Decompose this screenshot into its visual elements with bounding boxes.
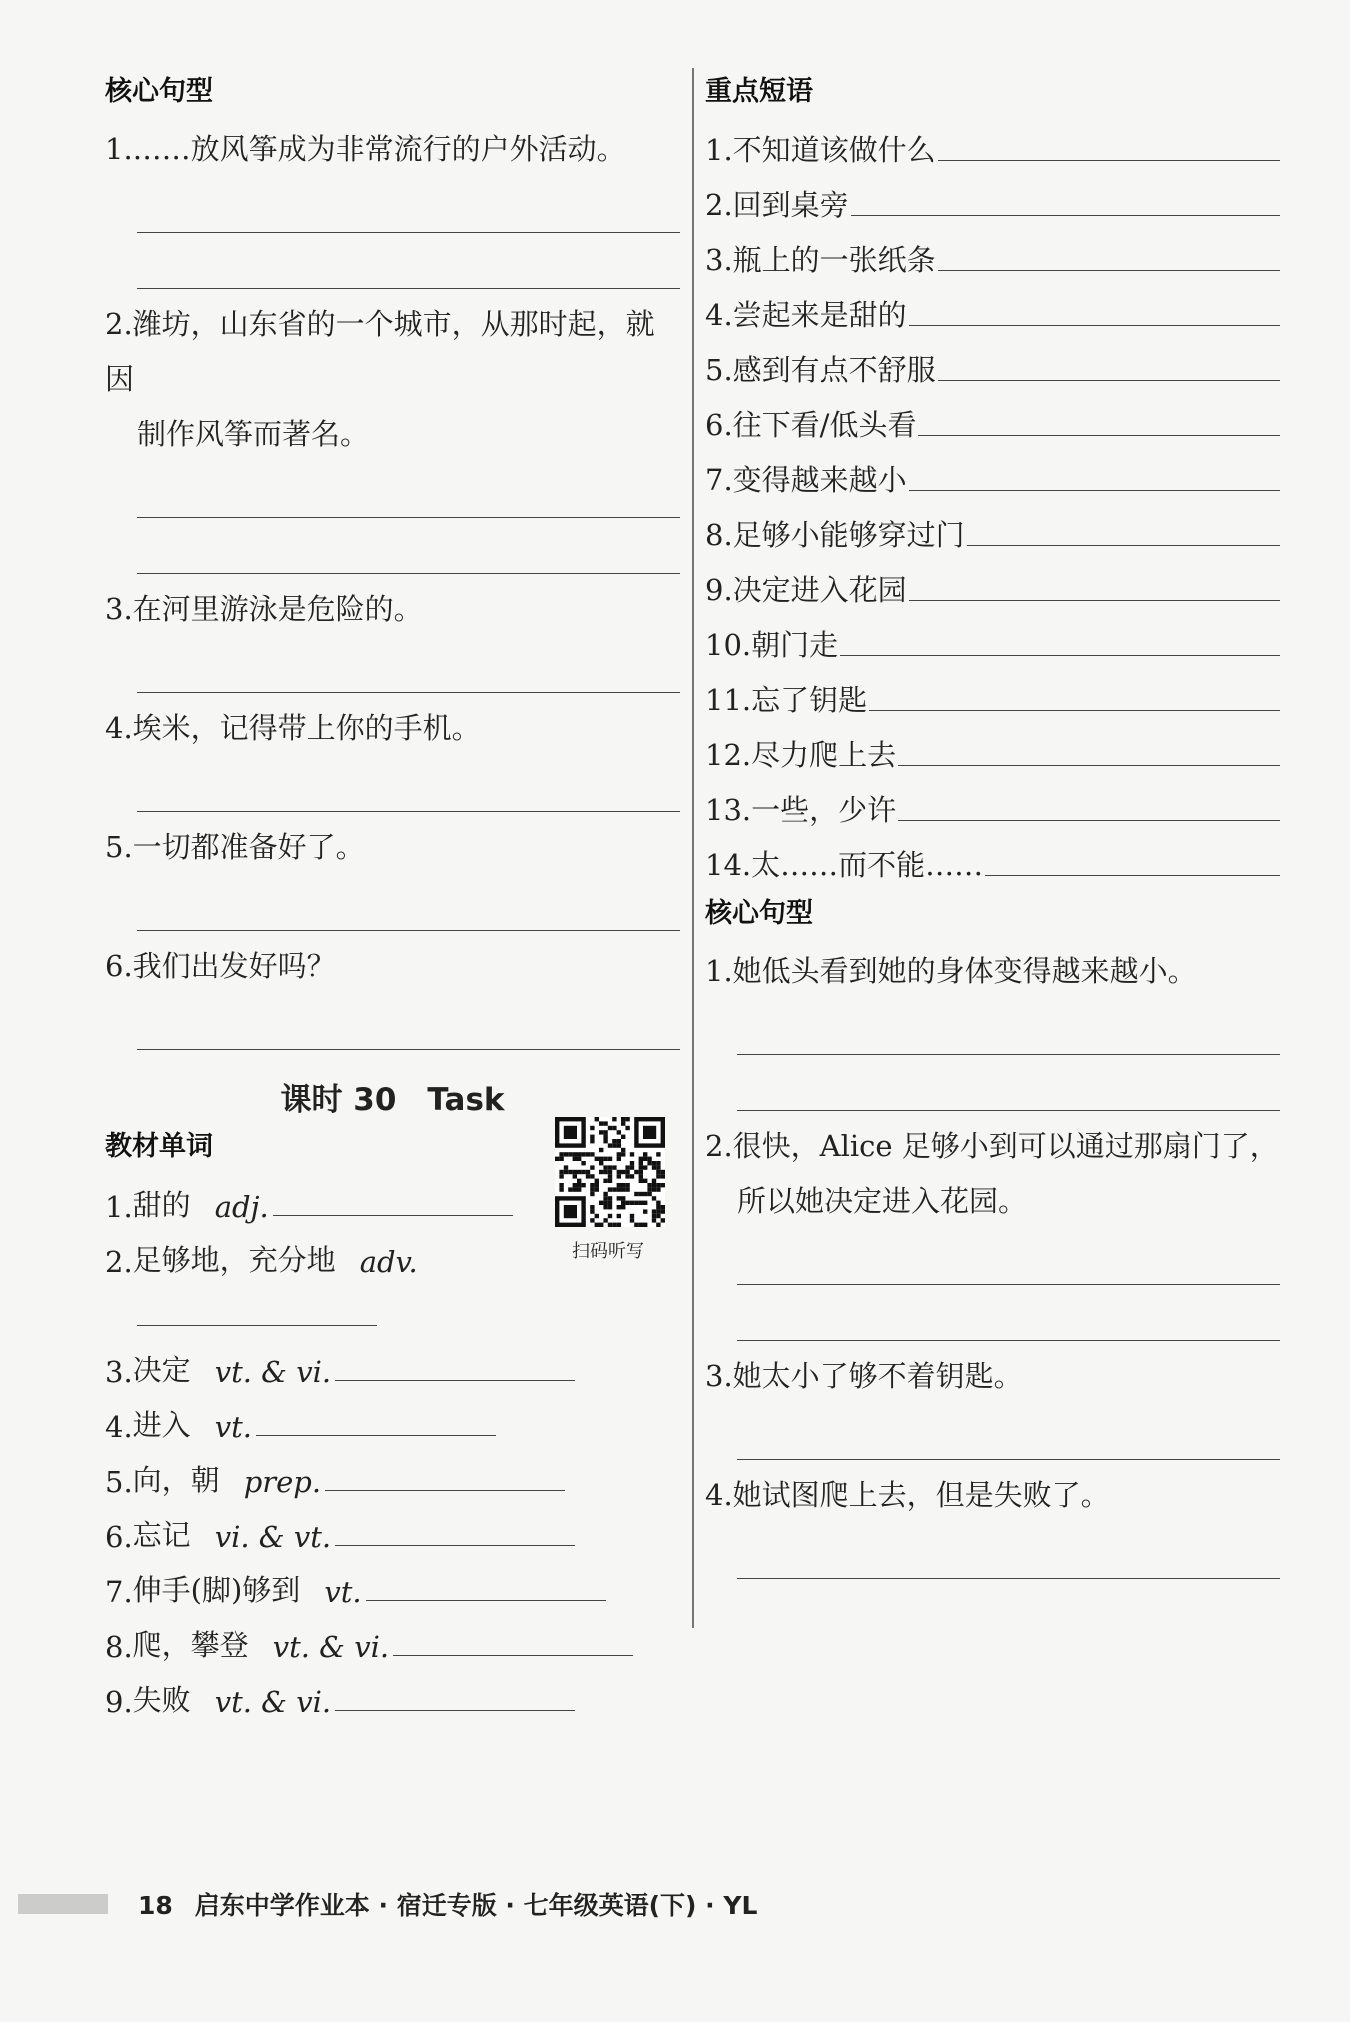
phrase-cn: 尝起来是甜的 — [732, 298, 907, 332]
phrase-cn: 太……而不能…… — [751, 848, 984, 882]
answer-line — [737, 999, 1280, 1055]
phrase-text — [705, 843, 983, 884]
phrase-number: 4. — [705, 298, 733, 332]
word-cn: 向，朝 — [132, 1463, 220, 1497]
answer-line — [898, 820, 1280, 821]
word-item — [105, 1444, 680, 1499]
sentence-text-cont: 所以她决定进入花园。 — [737, 1184, 1028, 1218]
word-number: 8. — [105, 1630, 133, 1664]
word-pos: vt. — [214, 1410, 252, 1444]
answer-line — [137, 518, 680, 574]
phrase-cn: 不知道该做什么 — [732, 133, 936, 167]
word-cn: 决定 — [132, 1353, 191, 1387]
sentence-cn: 在河里游泳是危险的。 — [132, 592, 423, 626]
phrase-item — [705, 664, 1280, 719]
phrase-number: 13. — [705, 793, 752, 827]
phrase-cn: 足够小能够穿过门 — [732, 518, 965, 552]
sentence-number: 2. — [705, 1129, 733, 1163]
answer-line — [918, 435, 1280, 436]
answer-line — [737, 1404, 1280, 1460]
sentence-text — [105, 939, 680, 994]
answer-line — [137, 994, 680, 1050]
phrase-list — [705, 114, 1280, 884]
phrase-text — [705, 733, 896, 774]
sentence-item — [705, 1349, 1280, 1460]
phrase-text — [705, 678, 867, 719]
phrase-cn: 一些，少许 — [751, 793, 897, 827]
phrase-item — [705, 829, 1280, 884]
phrase-number: 12. — [705, 738, 752, 772]
phrase-number: 8. — [705, 518, 733, 552]
word-pos: vt. & vi. — [214, 1685, 332, 1719]
sentence-cn: 她试图爬上去，但是失败了。 — [732, 1478, 1110, 1512]
right-core-sentences-heading: 核心句型 — [705, 898, 813, 929]
phrase-text — [705, 623, 838, 664]
phrase-item — [705, 334, 1280, 389]
phrase-text — [705, 513, 965, 554]
phrase-text — [705, 183, 849, 224]
phrase-item — [705, 774, 1280, 829]
sentence-text — [105, 582, 680, 637]
phrases-heading: 重点短语 — [705, 76, 813, 107]
answer-line — [273, 1215, 513, 1216]
sentence-cn: 埃米，记得带上你的手机。 — [132, 711, 481, 745]
phrase-cn: 变得越来越小 — [732, 463, 907, 497]
phrase-number: 2. — [705, 188, 733, 222]
sentence-text — [105, 297, 680, 407]
left-column — [105, 70, 680, 1719]
footer-bar — [18, 1894, 108, 1914]
phrase-number: 10. — [705, 628, 752, 662]
answer-line — [737, 1523, 1280, 1579]
answer-line — [985, 875, 1280, 876]
word-item-cont — [105, 1279, 680, 1334]
sentence-text — [705, 1468, 1280, 1523]
word-cn: 甜的 — [132, 1188, 191, 1222]
answer-line — [909, 490, 1280, 491]
answer-line — [737, 1055, 1280, 1111]
word-pos: prep. — [243, 1465, 322, 1499]
word-item — [105, 1609, 680, 1664]
sentence-number: 3. — [105, 592, 133, 626]
answer-line — [967, 545, 1280, 546]
phrase-item — [705, 719, 1280, 774]
phrase-number: 14. — [705, 848, 752, 882]
word-cn: 伸手(脚)够到 — [132, 1573, 301, 1607]
sentence-cn: 我们出发好吗？ — [132, 949, 336, 983]
sentence-item — [105, 582, 680, 693]
sentence-item — [105, 701, 680, 812]
answer-line — [737, 1229, 1280, 1285]
sentence-text — [705, 1349, 1280, 1404]
answer-line — [335, 1545, 575, 1546]
sentence-number: 1. — [105, 132, 133, 166]
sentence-text — [105, 820, 680, 875]
word-number: 7. — [105, 1575, 133, 1609]
phrase-item — [705, 444, 1280, 499]
sentence-text — [105, 122, 680, 177]
sentence-cn: 她太小了够不着钥匙。 — [732, 1359, 1023, 1393]
word-cn: 爬，攀登 — [132, 1628, 249, 1662]
sentence-item — [105, 939, 680, 1050]
word-cn: 失败 — [132, 1683, 191, 1717]
answer-line — [938, 160, 1280, 161]
qr-label: 扫码听写 — [572, 1241, 644, 1262]
core-sentences-heading: 核心句型 — [105, 76, 213, 107]
right-column — [705, 70, 1280, 1579]
word-number: 3. — [105, 1355, 133, 1389]
phrase-text — [705, 128, 936, 169]
word-number: 1. — [105, 1190, 133, 1224]
word-number: 2. — [105, 1245, 133, 1279]
phrase-cn: 尽力爬上去 — [751, 738, 897, 772]
word-number: 9. — [105, 1685, 133, 1719]
phrase-number: 3. — [705, 243, 733, 277]
phrase-text — [705, 293, 907, 334]
sentence-number: 4. — [705, 1478, 733, 1512]
phrase-text — [705, 403, 916, 444]
phrase-item — [705, 169, 1280, 224]
answer-line — [909, 325, 1280, 326]
sentence-item — [705, 1468, 1280, 1579]
sentence-item — [105, 820, 680, 931]
sentence-cn: ……放风筝成为非常流行的户外活动。 — [132, 132, 626, 166]
book-title: 启东中学作业本 · 宿迁专版 · 七年级英语(下) · YL — [194, 1891, 758, 1920]
phrase-cn: 回到桌旁 — [732, 188, 849, 222]
sentence-item — [705, 944, 1280, 1111]
word-cn: 忘记 — [132, 1518, 191, 1552]
footer-text — [138, 1886, 757, 1922]
answer-line — [256, 1435, 496, 1436]
answer-line — [938, 380, 1280, 381]
sentence-cn: 潍坊，山东省的一个城市，从那时起，就因 — [105, 307, 655, 396]
phrase-cn: 往下看/低头看 — [732, 408, 917, 442]
sentence-number: 1. — [705, 954, 733, 988]
column-divider — [692, 68, 694, 1628]
answer-line — [137, 637, 680, 693]
qr-code-icon — [555, 1117, 665, 1227]
answer-line — [137, 233, 680, 289]
word-pos: vt. & vi. — [214, 1355, 332, 1389]
sentence-cn: 很快，Alice 足够小到可以通过那扇门了， — [732, 1129, 1279, 1163]
answer-line — [737, 1285, 1280, 1341]
phrase-item — [705, 389, 1280, 444]
word-number: 5. — [105, 1465, 133, 1499]
phrase-text — [705, 568, 907, 609]
word-item — [105, 1554, 680, 1609]
answer-line — [851, 215, 1280, 216]
answer-line — [335, 1710, 575, 1711]
word-pos: vt. — [324, 1575, 362, 1609]
answer-line — [137, 756, 680, 812]
page-footer — [0, 1880, 1350, 1928]
word-item — [105, 1499, 680, 1554]
phrase-number: 9. — [705, 573, 733, 607]
page-number: 18 — [138, 1891, 173, 1920]
sentence-number: 6. — [105, 949, 133, 983]
phrase-number: 5. — [705, 353, 733, 387]
sentence-text — [105, 701, 680, 756]
sentence-number: 4. — [105, 711, 133, 745]
phrase-item — [705, 114, 1280, 169]
phrase-text — [705, 348, 936, 389]
answer-line — [909, 600, 1280, 601]
sentence-number: 3. — [705, 1359, 733, 1393]
phrase-cn: 瓶上的一张纸条 — [732, 243, 936, 277]
phrase-item — [705, 609, 1280, 664]
phrase-item — [705, 279, 1280, 334]
phrase-number: 6. — [705, 408, 733, 442]
word-item — [105, 1664, 680, 1719]
answer-line — [898, 765, 1280, 766]
answer-line — [366, 1600, 606, 1601]
word-pos: vi. & vt. — [214, 1520, 332, 1554]
sentence-text-cont: 制作风筝而著名。 — [137, 417, 370, 451]
word-cn: 进入 — [132, 1408, 191, 1442]
answer-line — [335, 1380, 575, 1381]
phrase-number: 7. — [705, 463, 733, 497]
words-heading: 教材单词 — [105, 1131, 213, 1162]
answer-line — [325, 1490, 565, 1491]
sentence-item — [105, 297, 680, 574]
phrase-cn: 感到有点不舒服 — [732, 353, 936, 387]
word-number: 4. — [105, 1410, 133, 1444]
sentence-cn: 一切都准备好了。 — [132, 830, 365, 864]
answer-line — [938, 270, 1280, 271]
phrase-cn: 朝门走 — [751, 628, 839, 662]
phrase-cn: 忘了钥匙 — [751, 683, 868, 717]
sentence-item — [105, 122, 680, 289]
phrase-number: 11. — [705, 683, 752, 717]
word-number: 6. — [105, 1520, 133, 1554]
core-sentences-list — [105, 122, 680, 1050]
word-pos: adv. — [359, 1245, 418, 1279]
word-item — [105, 1389, 680, 1444]
answer-line — [137, 875, 680, 931]
phrase-item — [705, 224, 1280, 279]
answer-line — [840, 655, 1280, 656]
sentence-item — [705, 1119, 1280, 1341]
answer-line — [137, 462, 680, 518]
lesson-title: 课时 30 Task — [280, 1082, 505, 1118]
sentence-cn: 她低头看到她的身体变得越来越小。 — [732, 954, 1197, 988]
right-core-sentences-list — [705, 944, 1280, 1579]
sentence-text — [705, 1119, 1280, 1174]
answer-line — [393, 1655, 633, 1656]
word-pos: vt. & vi. — [272, 1630, 390, 1664]
sentence-text — [705, 944, 1280, 999]
phrase-item — [705, 554, 1280, 609]
phrase-cn: 决定进入花园 — [732, 573, 907, 607]
word-pos: adj. — [214, 1190, 269, 1224]
answer-line — [869, 710, 1280, 711]
phrase-text — [705, 238, 936, 279]
phrase-text — [705, 458, 907, 499]
word-item — [105, 1334, 680, 1389]
phrase-text — [705, 788, 896, 829]
answer-line — [137, 177, 680, 233]
phrase-number: 1. — [705, 133, 733, 167]
answer-line — [137, 1325, 377, 1326]
word-cn: 足够地，充分地 — [132, 1243, 336, 1277]
sentence-number: 5. — [105, 830, 133, 864]
sentence-number: 2. — [105, 307, 133, 341]
phrase-item — [705, 499, 1280, 554]
